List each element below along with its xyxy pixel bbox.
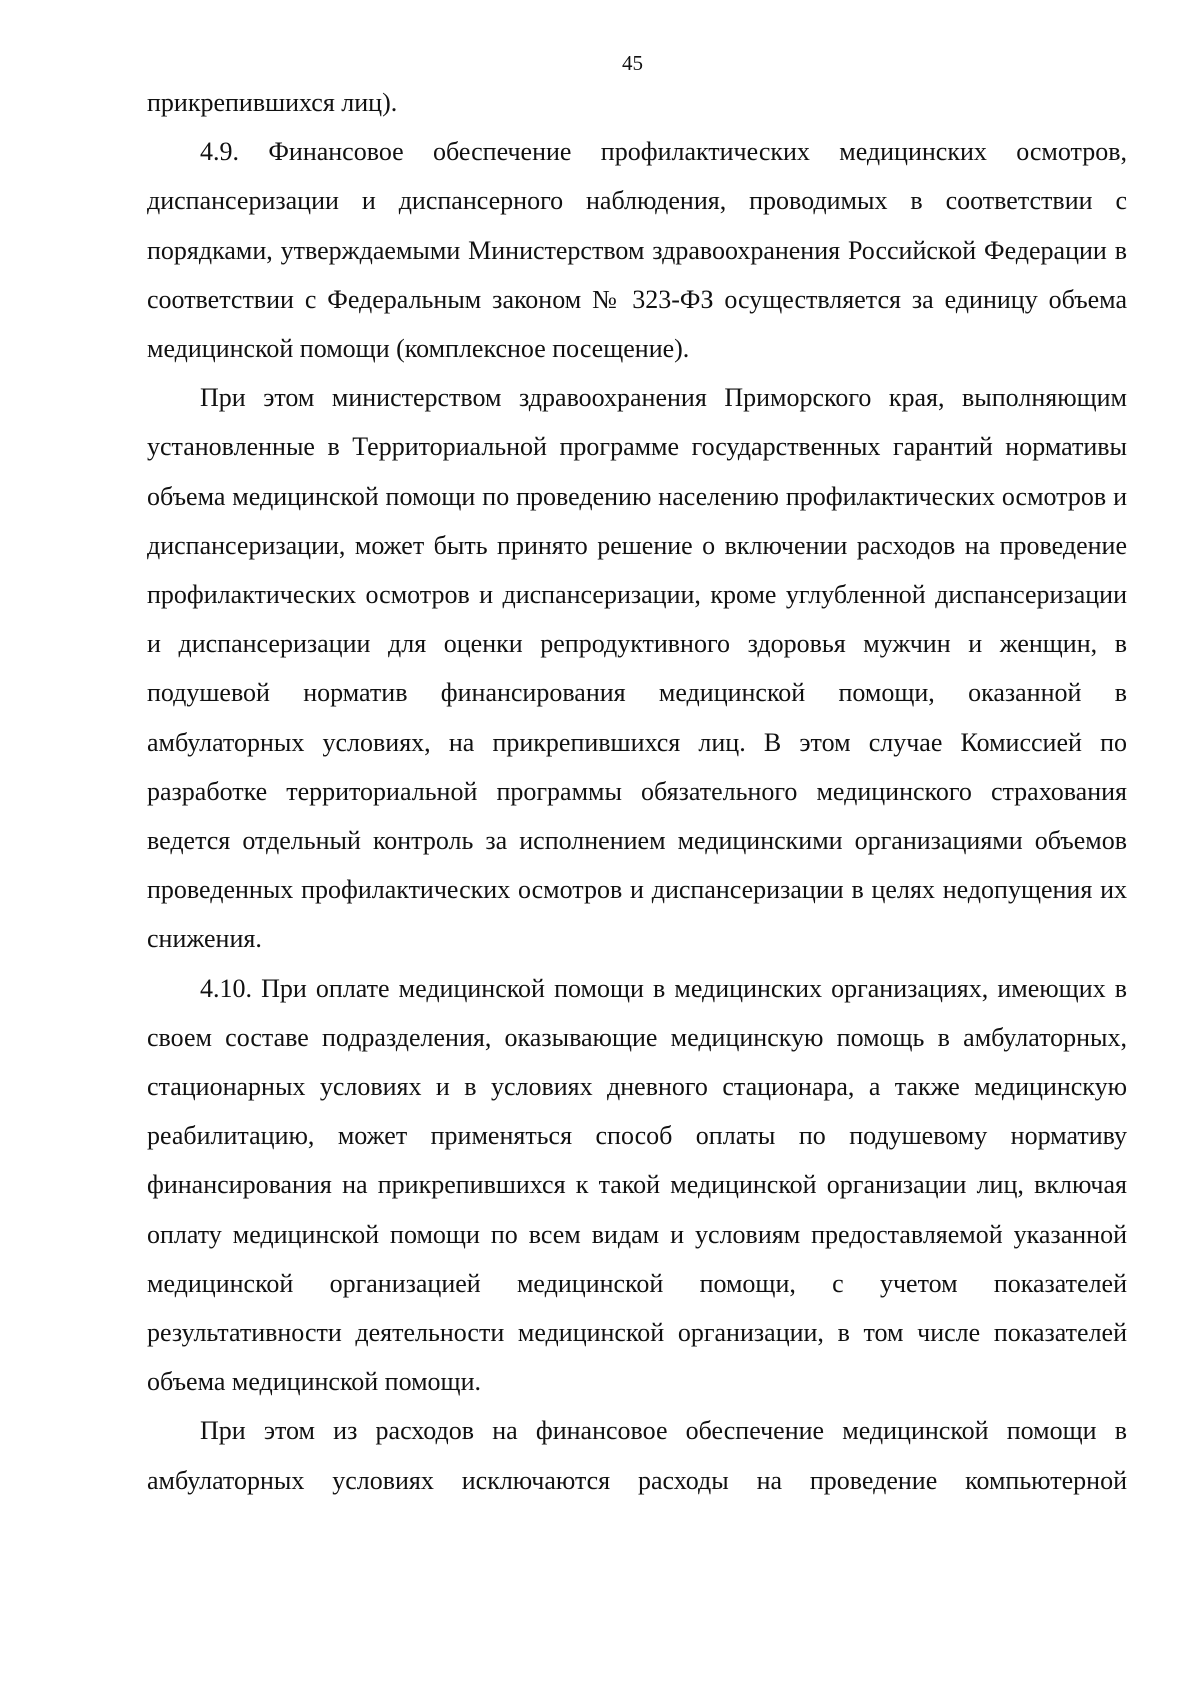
paragraph-clause-4-10: 4.10. При оплате медицинской помощи в медицинских организациях, имеющих в своем составе подразделения, оказывающие медицинскую помощь в амбулаторных, стационарных условиях и в условиях дневного стационара, а также медицинскую реабилитацию, может применяться способ оплаты по подушевому нормативу финансирования на прикрепившихся к такой медицинской организации лиц, включая оплату медицинской помощи по всем видам и условиям предоставляемой указанной медицинской организацией медицинской помощи, с учетом показателей результативности деятельности медицинской организации, в том числе показателей объема медицинской помощи.: [147, 973, 1127, 1397]
paragraph-clause-4-10-note: При этом из расходов на финансовое обеспечение медицинской помощи в амбулаторных условиях исключаются расходы на проведение компьютерной: [147, 1416, 1127, 1495]
paragraph-continuation: прикрепившихся лиц).: [147, 88, 398, 117]
document-body: [147, 78, 1127, 1505]
page-number: 45: [622, 51, 643, 75]
paragraph-clause-4-9: 4.9. Финансовое обеспечение профилактических медицинских осмотров, диспансеризации и диспансерного наблюдения, проводимых в соответствии с порядками, утверждаемыми Министерством здравоохранения Российской Федерации в соответствии с Федеральным законом № 323-ФЗ осуществляется за единицу объема медицинской помощи (комплексное посещение).: [147, 137, 1127, 364]
paragraph-clause-4-9-note: При этом министерством здравоохранения Приморского края, выполняющим установленные в Территориальной программе государственных гарантий нормативы объема медицинской помощи по проведению населению профилактических осмотров и диспансеризации, может быть принято решение о включении расходов на проведение профилактических осмотров и диспансеризации, кроме углубленной диспансеризации и диспансеризации для оценки репродуктивного здоровья мужчин и женщин, в подушевой норматив финансирования медицинской помощи, оказанной в амбулаторных условиях, на прикрепившихся лиц. В этом случае Комиссией по разработке территориальной программы обязательного медицинского страхования ведется отдельный контроль за исполнением медицинскими организациями объемов проведенных профилактических осмотров и диспансеризации в целях недопущения их снижения.: [147, 383, 1127, 954]
